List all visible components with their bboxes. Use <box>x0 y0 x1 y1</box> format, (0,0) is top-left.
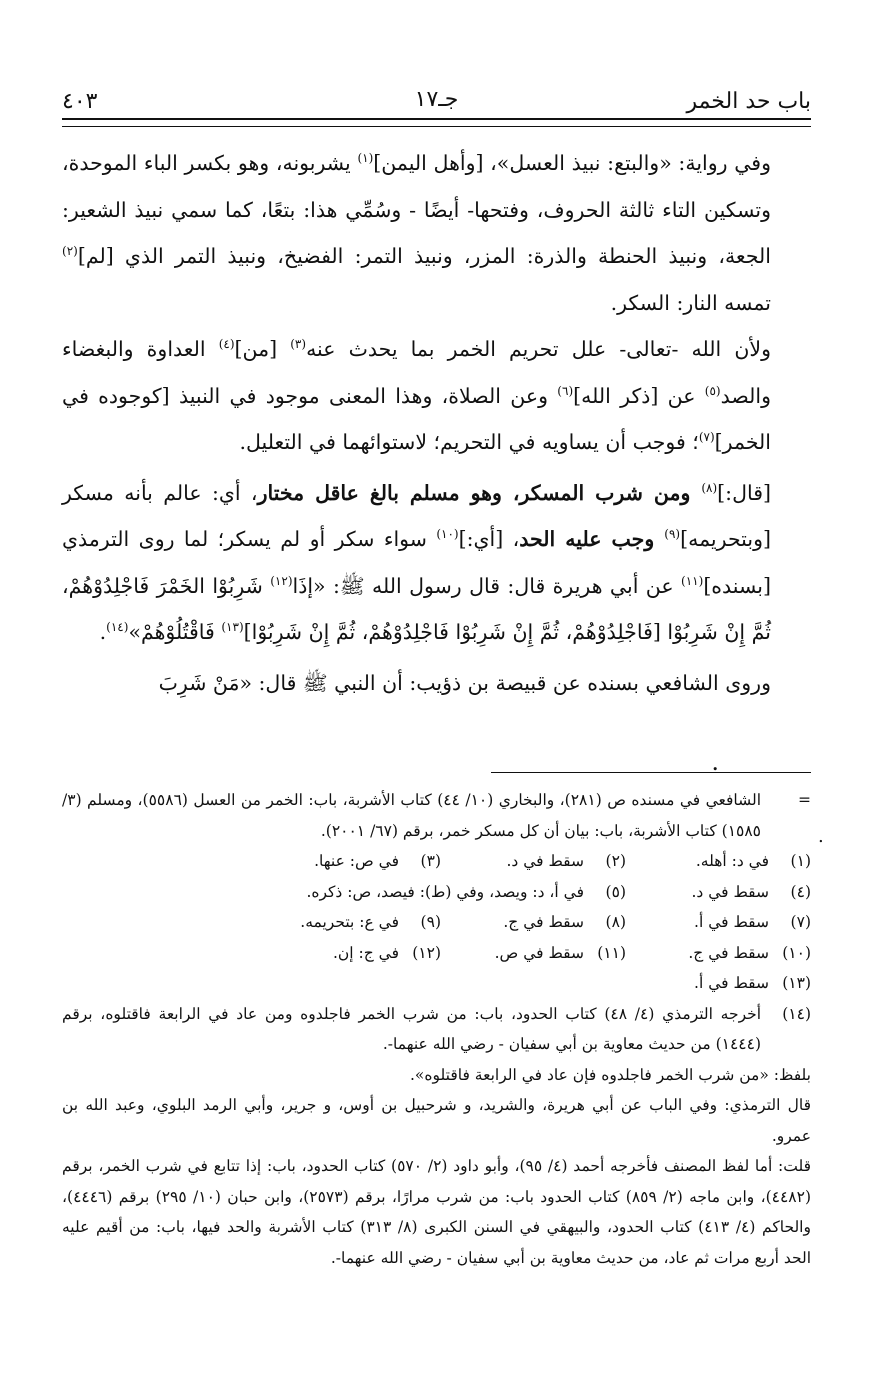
footnote-number: (٣) <box>420 852 441 870</box>
footnote-item <box>626 846 811 877</box>
footnote-ref: (٩) <box>664 527 681 542</box>
footnote-row <box>62 907 811 938</box>
footnote-item <box>626 907 811 938</box>
footnote-number: (٧) <box>790 913 811 931</box>
matn-text: وجب عليه الحد <box>519 527 665 551</box>
footnote-number: (٨) <box>605 913 626 931</box>
footnote-number: (١١) <box>597 943 626 962</box>
footnote-item <box>441 938 626 969</box>
footnote-text: في د: أهله. <box>695 852 769 870</box>
footnote-ref: (٣) <box>290 337 307 352</box>
footnote-ref: (١١) <box>681 573 704 588</box>
footnote-ref: (١٠) <box>436 527 459 542</box>
footnote-text: سقط في د. <box>691 882 769 901</box>
footnote-ref: (١٢) <box>270 573 293 588</box>
footnote-separator <box>491 772 811 773</box>
footnote-number: (٥) <box>605 882 626 901</box>
footnote-row <box>62 968 811 999</box>
footnote-text: في ع: بتحريمه. <box>300 913 399 931</box>
paragraph-2: ولأن الله -تعالى- علل تحريم الخمر بما يحدث عنه$^{(٣)}$ [من]$^{(٤)}$ العداوة والبغضاء والصد$^{(٥)}$ عن [ذكر الله]$^{(٦)}$ وعن الصلاة، وهذا المعنى موجود في النبيذ [كوجوده في الخمر]$^{(٧)}$؛ فوجب أن يساويه في التحريم؛ لاستوائهما في التعليل. <box>62 337 771 454</box>
page-number: ٤٠٣ <box>62 89 98 114</box>
footnote-text: في ج: إن. <box>332 943 399 962</box>
footnote-ref: (١٤) <box>106 620 129 635</box>
footnote-text: في أ، د: ويصد، وفي (ط): فيصد، ص: ذكره. <box>306 882 584 901</box>
footnote-item <box>626 968 811 999</box>
footnote-item <box>441 846 626 877</box>
footnote-ref: (٨) <box>701 480 718 495</box>
margin-dot: . <box>818 826 824 847</box>
footnote-ref: (٢) <box>62 244 78 259</box>
footnote-item <box>256 846 441 877</box>
footnote-number: (١) <box>790 852 811 870</box>
footnote-ref: (١) <box>357 151 374 166</box>
footnote-text: سقط في ج. <box>688 943 769 962</box>
footnote-text: سقط في ج. <box>503 913 584 931</box>
footnote-row <box>62 938 811 969</box>
footnote-ref: (٤) <box>218 337 235 352</box>
footnote-item <box>626 938 811 969</box>
footnote-number: (٩) <box>420 913 441 931</box>
footnote-row <box>62 846 811 877</box>
footnote-number: (١٢) <box>412 943 441 962</box>
footnotes <box>62 785 811 1273</box>
matn-text: ومن شرب المسكر، وهو مسلم بالغ عاقل مختار <box>257 480 702 505</box>
footnote-number: (٢) <box>605 852 626 870</box>
volume-label: جـ١٧ <box>414 87 459 112</box>
footnote-qultu: قلت: أما لفظ المصنف فأخرجه أحمد (٤/ ٩٥)، وأبو داود (٢/ ٥٧٠) كتاب الحدود، باب: إذا تتابع في شرب الخمر، برقم (٤٤٨٢)، وابن ماجه (٢/ ٨٥٩) كتاب الحدود باب: من شرب مرارًا، برقم (٢٥٧٣)، وابن حبان (١٠/ ٢٩٥) برقم (٤٤٤٦)، والحاكم (٤/ ٤١٣) كتاب الحدود، والبيهقي في السنن الكبرى (٨/ ٣١٣) كتاب الأشربة والحد فيها، باب: من أقيم عليه الحد أربع مرات ثم عاد، من حديث معاوية بن أبي سفيان - رضي الله عنهما-. <box>62 1157 812 1267</box>
trailing-dot: . <box>711 748 719 776</box>
footnote-item <box>626 877 811 908</box>
footnote-item <box>256 907 441 938</box>
footnote-ref: (٥) <box>704 383 721 398</box>
footnote-item <box>441 907 626 938</box>
footnote-row <box>62 877 811 908</box>
footnote-number: (١٠) <box>782 943 811 962</box>
footnote-ref: (٧) <box>698 430 715 445</box>
footnote-text: سقط في أ. <box>694 913 769 931</box>
footnote-item <box>256 938 441 969</box>
footnote-text: سقط في أ. <box>694 974 769 992</box>
paragraph-4: وروى الشافعي بسنده عن قبيصة بن ذؤيب: أن النبي ﷺ قال: «مَنْ شَرِبَ <box>158 670 771 695</box>
running-header <box>62 80 811 114</box>
footnote-ref: (٦) <box>557 383 574 398</box>
chapter-title: باب حد الخمر <box>686 89 811 114</box>
footnote-tirmidhi: قال الترمذي: وفي الباب عن أبي هريرة، والشريد، و شرحبيل بن أوس، و جرير، وأبي الرمد البلوي، وعبد الله بن عمرو. <box>62 1096 811 1145</box>
footnote-grid <box>62 846 811 999</box>
main-text <box>62 140 811 706</box>
footnote-number: (١٣) <box>782 974 811 992</box>
footnote-item <box>306 877 626 908</box>
header-double-rule <box>62 118 811 127</box>
footnote-ref: (١٣) <box>221 620 244 635</box>
paragraph-3: [قال:]$^{(٨)}$ ومن شرب المسكر، وهو مسلم بالغ عاقل مختار، أي: عالم بأنه مسكر [وبتحريمه]$^{(٩)}$ وجب عليه الحد، [أي:]$^{(١٠)}$ سواء سكر أو لم يسكر؛ لما روى الترمذي [بسنده]$^{(١١)}$ عن أبي هريرة قال: قال رسول الله ﷺ: «إذَا$^{(١٢)}$ شَرِبُوْا الخَمْرَ فَاجْلِدُوْهُمْ، ثُمَّ إِنْ شَرِبُوْا [فَاجْلِدُوْهُمْ، ثُمَّ إِنْ شَرِبُوْا فَاجْلِدُوْهُمْ، ثُمَّ إِنْ شَرِبُوْا]$^{(١٣)}$ فَاقْتُلُوْهُمْ»$^{(١٤)}$. <box>62 480 772 644</box>
footnote-number: (٤) <box>790 882 811 901</box>
footnote-text: في ص: عنها. <box>314 852 399 870</box>
footnote-lafz: بلفظ: «من شرب الخمر فاجلدوه فإن عاد في الرابعة فاقتلوه». <box>409 1065 811 1084</box>
footnote-continuation: = الشافعي في مسنده ص (٢٨١)، والبخاري (١٠/ ٤٤) كتاب الأشربة، باب: الخمر من العسل (٥٥٨٦)، ومسلم (٣/ ١٥٨٥) كتاب الأشربة، باب: بيان أن كل مسكر خمر، برقم (٦٧/ ٢٠٠١). <box>62 791 811 840</box>
footnote-text: سقط في د. <box>506 852 584 870</box>
paragraph-1: وفي رواية: «والبتع: نبيذ العسل»، [وأهل اليمن]$^{(١)}$ يشربونه، وهو بكسر الباء الموحدة، وتسكين التاء ثالثة الحروف، وفتحها- أيضًا - وسُمِّي هذا: بتعًا، كما سمي نبيذ الشعير: الجعة، ونبيذ الحنطة والذرة: المزر، ونبيذ التمر: الفضيخ، ونبيذ التمر الذي [لم]$^{(٢)}$ تمسه النار: السكر. <box>62 151 771 315</box>
footnote-14: (١٤) أخرجه الترمذي (٤/ ٤٨) كتاب الحدود، باب: من شرب الخمر فاجلدوه ومن عاد في الرابعة فاقتلوه، برقم (١٤٤٤) من حديث معاوية بن أبي سفيان - رضي الله عنهما-. <box>62 1004 811 1053</box>
footnote-text: سقط في ص. <box>494 943 584 962</box>
